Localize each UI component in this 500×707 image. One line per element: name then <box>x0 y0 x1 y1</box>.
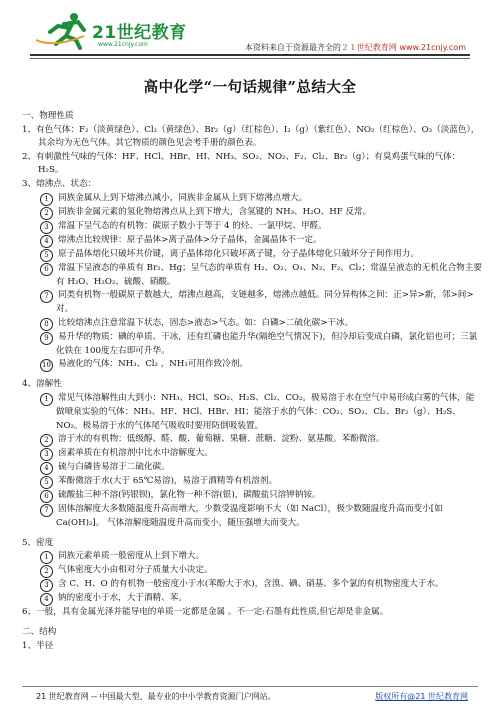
circled-number: 1 <box>40 193 53 206</box>
list-item <box>22 124 482 151</box>
logo-url: www.21cnjy.com <box>98 41 148 48</box>
sub-item <box>22 220 482 234</box>
circled-number: 7 <box>40 290 53 303</box>
sub-item <box>22 447 482 461</box>
section-heading: 二、结构 <box>22 626 57 637</box>
circled-number: 2 <box>40 565 53 578</box>
sub-item <box>22 289 482 317</box>
circled-number: 10 <box>40 359 53 372</box>
sub-item-text: 苯酚微溶于水(大于 65℃易溶)，易溶于酒精等有机溶剂。 <box>58 476 278 487</box>
sub-item <box>22 564 482 578</box>
list-item <box>22 178 482 192</box>
footer-text: 21 世纪教育网 -- 中国最大型、最专业的中小学教育资源门户网站。 <box>36 692 276 701</box>
circled-number: 8 <box>40 318 53 331</box>
circled-number: 6 <box>40 263 53 276</box>
sub-item <box>22 262 482 290</box>
circled-number: 3 <box>40 448 53 461</box>
sub-item <box>22 592 482 606</box>
item-text: 有色气体：F₂（淡黄绿色）、Cl₂（黄绿色）、Br₂（g）（红棕色）、I₂（g）（紫红色）、NO₂（红棕色）、O₃（淡蓝色），其余均为无色气体。其它物质的颜色见会考手册的颜色表。 <box>36 124 480 149</box>
circled-number: 9 <box>40 332 53 345</box>
sub-item <box>22 475 482 489</box>
item-number: 3、 <box>22 178 37 189</box>
circled-number: 3 <box>40 221 53 234</box>
circled-number: 5 <box>40 476 53 489</box>
sub-item <box>22 358 482 372</box>
list-item <box>22 640 482 654</box>
sub-item <box>22 489 482 503</box>
sub-item <box>22 461 482 475</box>
sub-item-text: 同族非金属元素的氢化物熔沸点从上到下增大，含氢键的 NH₃、H₂O、HF 反常。 <box>58 206 372 217</box>
sub-item-text: 常温下呈气态的有机物：碳原子数小于等于 4 的烃、一氯甲烷、甲醛。 <box>58 220 327 231</box>
list-item <box>22 606 482 620</box>
item-number: 1、 <box>22 640 37 651</box>
footer-copyright-link[interactable]: 版权所有@21 世纪教育网 <box>375 692 468 701</box>
page-title: 高中化学“一句话规律”总结大全 <box>143 79 357 96</box>
sub-item-text: 同族金属从上到下熔沸点减小，同族非金属从上到下熔沸点增大。 <box>58 192 308 203</box>
sub-item <box>22 331 482 359</box>
header-note <box>245 42 466 53</box>
page-header <box>0 0 500 62</box>
circled-number: 4 <box>40 462 53 475</box>
sub-item <box>22 503 482 531</box>
item-number: 1、 <box>22 124 37 135</box>
item-text: 半径 <box>36 640 54 651</box>
header-note-link[interactable]: ２１世纪教育网 www.21cnjy.com <box>340 43 466 52</box>
section-heading: 5、密度 <box>22 537 54 548</box>
sub-item-text: 易液化的气体：NH₃、Cl₂ ，NH₃可用作致冷剂。 <box>58 359 248 370</box>
circled-number: 1 <box>40 551 53 564</box>
sub-item <box>22 392 482 433</box>
sub-item-text: 卤素单质在有机溶剂中比水中溶解度大。 <box>58 448 213 459</box>
sub-item <box>22 433 482 447</box>
item-number: 6、 <box>22 607 37 618</box>
sub-item-text: 溶于水的有机物：低级醇、醛、酸、葡萄糖、果糖、蔗糖、淀粉、氨基酸。苯酚微溶。 <box>58 434 385 445</box>
sub-item-text: 熔沸点比较规律：原子晶体>离子晶体>分子晶体，金属晶体不一定。 <box>58 234 322 245</box>
sub-item-text: 气体密度大小由相对分子质量大小决定。 <box>58 565 213 576</box>
sub-item-text: 钠的密度小于水，大于酒精、苯。 <box>58 593 187 604</box>
runner-icon <box>34 10 90 50</box>
item-text: 一般，具有金属光泽并能导电的单质一定都是金属 。不一定:石墨有此性质,但它却是非金属。 <box>36 607 389 618</box>
sub-item-text: 含 C、H、O 的有机物一般密度小于水(苯酚大于水)，含溴、碘、硝基、多个氯的有机物密度大于水。 <box>58 579 444 590</box>
sub-item <box>22 206 482 220</box>
item-text: 熔沸点、状态： <box>36 178 97 189</box>
header-divider-thin <box>30 58 470 59</box>
circled-number: 4 <box>40 593 53 606</box>
site-logo[interactable] <box>34 10 187 50</box>
sub-item-text: 原子晶体熔化只破坏共价键，离子晶体熔化只破坏离子键，分子晶体熔化只破坏分子间作用力。 <box>58 248 419 259</box>
sub-item <box>22 234 482 248</box>
circled-number: 1 <box>40 393 53 406</box>
circled-number: 2 <box>40 207 53 220</box>
sub-item-text: 常温下呈液态的单质有 Br₂、Hg；呈气态的单质有 H₂、O₂、O₃、N₂、F₂、Cl₂；常温呈液态的无机化合物主要有 H₂O、H₂O₂、硫酸、硝酸。 <box>56 262 482 287</box>
sub-item-text: 固体溶解度大多数随温度升高而增大，少数受温度影响不大（如 NaCl），极少数随温度升高而变小[如 Ca(OH)₂]。 气体溶解度随温度升高而变小，随压强增大而变大。 <box>56 504 443 529</box>
circled-number: 6 <box>40 490 53 503</box>
sub-item <box>22 550 482 564</box>
header-divider <box>30 54 470 56</box>
circled-number: 4 <box>40 235 53 248</box>
sub-item-text: 比较熔沸点注意常温下状态，固态>液态>气态。如：白磷>二硫化碳>干冰。 <box>58 317 354 328</box>
sub-item-text: 硫酸盐三种不溶(钙银钡)，氯化物一种不溶(银)，碳酸盐只溶钾钠铵。 <box>58 490 321 501</box>
sub-item-text: 硫与白磷皆易溶于二硫化碳。 <box>58 462 170 473</box>
sub-item-text: 常见气体溶解性由大到小：NH₃、HCl、SO₂、H₂S、Cl₂、CO₂。极易溶于水在空气中易形成白雾的气体，能做喷泉实验的气体：NH₃、HF、HCl、HBr、HI；能溶于水的气体：CO₂、SO₂、Cl₂、Br₂（g）、H₂S、NO₂。极易溶于水的气体尾气吸收时要用防倒吸装置。 <box>56 392 475 431</box>
circled-number: 5 <box>40 249 53 262</box>
sub-item-text: 同族元素单质一般密度从上到下增大。 <box>58 551 205 562</box>
list-item <box>22 151 482 178</box>
sub-item <box>22 248 482 262</box>
circled-number: 3 <box>40 579 53 592</box>
sub-item <box>22 192 482 206</box>
sub-item-text: 易升华的物质：碘的单质、干冰，还有红磷也能升华(隔绝空气情况下)，但冷却后变成白磷，氯化铝也可；三氯化铁在 100度左右即可升华。 <box>56 331 478 356</box>
item-number: 2、 <box>22 151 37 162</box>
item-text: 有刺激性气味的气体：HF、HCl、HBr、HI、NH₃、SO₂、NO₂、F₂、Cl₂、Br₂（g）；有臭鸡蛋气味的气体：H₂S。 <box>36 151 461 176</box>
document-body <box>22 110 482 653</box>
sub-item <box>22 578 482 592</box>
page-footer <box>22 686 478 701</box>
header-note-prefix: 本资料来自于资源最齐全的 <box>244 43 341 52</box>
section-heading: 4、溶解性 <box>22 379 62 390</box>
section-heading: 一、物理性质 <box>22 111 74 121</box>
sub-item-text: 同类有机物一般碳原子数越大，熔沸点越高，支链越多，熔沸点越低。同分异构体之间：正>异>新，邻>间>对。 <box>56 290 474 315</box>
circled-number: 2 <box>40 434 53 447</box>
logo-text: 21世纪教育 <box>92 23 187 43</box>
circled-number: 7 <box>40 504 53 517</box>
sub-item <box>22 317 482 331</box>
